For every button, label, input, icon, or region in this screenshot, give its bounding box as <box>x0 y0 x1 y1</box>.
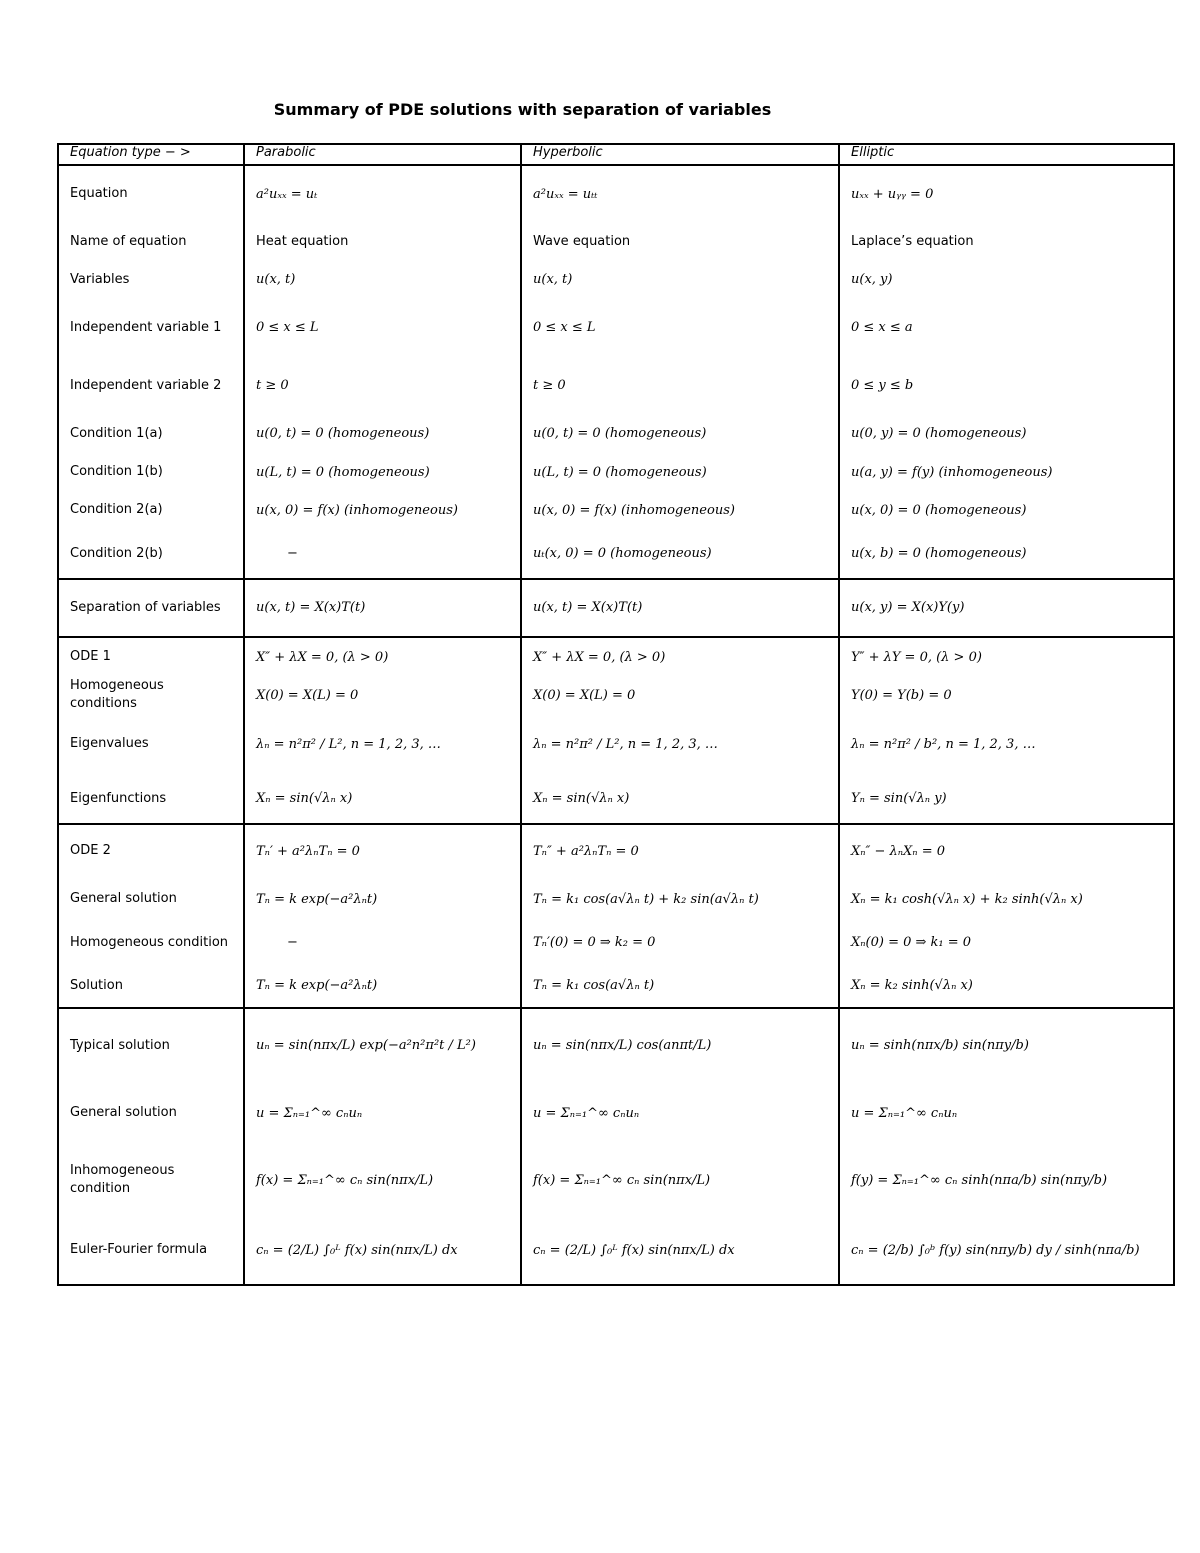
elliptic-cell: u(0, y) = 0 (homogeneous) <box>839 415 1174 453</box>
elliptic-cell: Y″ + λY = 0, (λ > 0) <box>839 637 1174 676</box>
elliptic-cell: uₙ = sinh(nπx/b) sin(nπy/b) <box>839 1008 1174 1082</box>
row-label: Condition 1(b) <box>58 453 244 491</box>
row-label: Eigenvalues <box>58 714 244 774</box>
row-label: Separation of variables <box>58 579 244 637</box>
row-label: ODE 2 <box>58 824 244 878</box>
hyperbolic-cell: λₙ = n²π² / L², n = 1, 2, 3, … <box>521 714 839 774</box>
header-hyperbolic: Hyperbolic <box>521 144 839 165</box>
table-row <box>58 529 1174 579</box>
hyperbolic-cell: t ≥ 0 <box>521 357 839 415</box>
table-row <box>58 299 1174 357</box>
hyperbolic-cell: X″ + λX = 0, (λ > 0) <box>521 637 839 676</box>
elliptic-cell: 0 ≤ x ≤ a <box>839 299 1174 357</box>
elliptic-cell: u(x, y) = X(x)Y(y) <box>839 579 1174 637</box>
parabolic-cell: X(0) = X(L) = 0 <box>244 676 521 714</box>
elliptic-cell: Xₙ = k₁ cosh(√λₙ x) + k₂ sinh(√λₙ x) <box>839 878 1174 921</box>
row-label: Condition 1(a) <box>58 415 244 453</box>
header-row <box>58 144 1174 165</box>
row-label: Homogeneous conditions <box>58 676 244 714</box>
elliptic-cell: f(y) = Σₙ₌₁^∞ cₙ sinh(nπa/b) sin(nπy/b) <box>839 1144 1174 1216</box>
elliptic-cell: u(x, b) = 0 (homogeneous) <box>839 529 1174 579</box>
row-label: Name of equation <box>58 223 244 261</box>
elliptic-cell: Yₙ = sin(√λₙ y) <box>839 774 1174 824</box>
parabolic-cell: u(x, t) <box>244 261 521 299</box>
elliptic-cell: 0 ≤ y ≤ b <box>839 357 1174 415</box>
row-label: Euler-Fourier formula <box>58 1217 244 1285</box>
hyperbolic-cell: X(0) = X(L) = 0 <box>521 676 839 714</box>
parabolic-cell: Tₙ′ + a²λₙTₙ = 0 <box>244 824 521 878</box>
hyperbolic-cell: u(0, t) = 0 (homogeneous) <box>521 415 839 453</box>
table-row <box>58 415 1174 453</box>
table-row <box>58 714 1174 774</box>
row-label: Inhomogeneous condition <box>58 1144 244 1216</box>
hyperbolic-cell: Tₙ = k₁ cos(a√λₙ t) <box>521 965 839 1008</box>
table-row <box>58 1082 1174 1144</box>
table-row <box>58 774 1174 824</box>
elliptic-cell: Xₙ = k₂ sinh(√λₙ x) <box>839 965 1174 1008</box>
row-label: General solution <box>58 878 244 921</box>
parabolic-cell: Heat equation <box>244 223 521 261</box>
elliptic-cell: Xₙ″ − λₙXₙ = 0 <box>839 824 1174 878</box>
elliptic-cell: λₙ = n²π² / b², n = 1, 2, 3, … <box>839 714 1174 774</box>
table-row <box>58 637 1174 676</box>
parabolic-cell: u(0, t) = 0 (homogeneous) <box>244 415 521 453</box>
hyperbolic-cell: 0 ≤ x ≤ L <box>521 299 839 357</box>
parabolic-cell: u(x, 0) = f(x) (inhomogeneous) <box>244 491 521 529</box>
hyperbolic-cell: f(x) = Σₙ₌₁^∞ cₙ sin(nπx/L) <box>521 1144 839 1216</box>
table-row <box>58 676 1174 714</box>
table-row <box>58 1008 1174 1082</box>
table-row <box>58 1217 1174 1285</box>
table-row <box>58 491 1174 529</box>
parabolic-cell: Tₙ = k exp(−a²λₙt) <box>244 878 521 921</box>
parabolic-cell: u = Σₙ₌₁^∞ cₙuₙ <box>244 1082 521 1144</box>
row-label: Eigenfunctions <box>58 774 244 824</box>
elliptic-cell: u(x, y) <box>839 261 1174 299</box>
table-row <box>58 261 1174 299</box>
elliptic-cell: u = Σₙ₌₁^∞ cₙuₙ <box>839 1082 1174 1144</box>
hyperbolic-cell: uₜ(x, 0) = 0 (homogeneous) <box>521 529 839 579</box>
parabolic-cell: Xₙ = sin(√λₙ x) <box>244 774 521 824</box>
parabolic-cell: t ≥ 0 <box>244 357 521 415</box>
row-label: Condition 2(b) <box>58 529 244 579</box>
parabolic-cell: X″ + λX = 0, (λ > 0) <box>244 637 521 676</box>
header-elliptic: Elliptic <box>839 144 1174 165</box>
table-row <box>58 357 1174 415</box>
hyperbolic-cell: a²uₓₓ = uₜₜ <box>521 165 839 223</box>
hyperbolic-cell: u(L, t) = 0 (homogeneous) <box>521 453 839 491</box>
row-label: Typical solution <box>58 1008 244 1082</box>
table-row <box>58 824 1174 878</box>
parabolic-cell: a²uₓₓ = uₜ <box>244 165 521 223</box>
table-row <box>58 223 1174 261</box>
parabolic-cell: − <box>244 921 521 964</box>
table-row <box>58 965 1174 1008</box>
hyperbolic-cell: Wave equation <box>521 223 839 261</box>
row-label: Variables <box>58 261 244 299</box>
elliptic-cell: Y(0) = Y(b) = 0 <box>839 676 1174 714</box>
parabolic-cell: Tₙ = k exp(−a²λₙt) <box>244 965 521 1008</box>
parabolic-cell: u(x, t) = X(x)T(t) <box>244 579 521 637</box>
hyperbolic-cell: Tₙ = k₁ cos(a√λₙ t) + k₂ sin(a√λₙ t) <box>521 878 839 921</box>
elliptic-cell: Laplace’s equation <box>839 223 1174 261</box>
table-row <box>58 878 1174 921</box>
pde-summary-table <box>57 143 1175 1286</box>
table-row <box>58 453 1174 491</box>
table-row <box>58 921 1174 964</box>
hyperbolic-cell: u = Σₙ₌₁^∞ cₙuₙ <box>521 1082 839 1144</box>
hyperbolic-cell: Tₙ′(0) = 0 ⇒ k₂ = 0 <box>521 921 839 964</box>
parabolic-cell: f(x) = Σₙ₌₁^∞ cₙ sin(nπx/L) <box>244 1144 521 1216</box>
row-label: General solution <box>58 1082 244 1144</box>
table-row <box>58 165 1174 223</box>
elliptic-cell: cₙ = (2/b) ∫₀ᵇ f(y) sin(nπy/b) dy / sinh(nπa/b) <box>839 1217 1174 1285</box>
row-label: Equation <box>58 165 244 223</box>
elliptic-cell: u(a, y) = f(y) (inhomogeneous) <box>839 453 1174 491</box>
parabolic-cell: uₙ = sin(nπx/L) exp(−a²n²π²t / L²) <box>244 1008 521 1082</box>
hyperbolic-cell: Tₙ″ + a²λₙTₙ = 0 <box>521 824 839 878</box>
table-row <box>58 579 1174 637</box>
row-label: ODE 1 <box>58 637 244 676</box>
hyperbolic-cell: u(x, t) = X(x)T(t) <box>521 579 839 637</box>
parabolic-cell: − <box>244 529 521 579</box>
elliptic-cell: u(x, 0) = 0 (homogeneous) <box>839 491 1174 529</box>
parabolic-cell: 0 ≤ x ≤ L <box>244 299 521 357</box>
header-equation-type: Equation type − > <box>58 144 244 165</box>
row-label: Solution <box>58 965 244 1008</box>
header-parabolic: Parabolic <box>244 144 521 165</box>
row-label: Independent variable 1 <box>58 299 244 357</box>
hyperbolic-cell: Xₙ = sin(√λₙ x) <box>521 774 839 824</box>
elliptic-cell: uₓₓ + uᵧᵧ = 0 <box>839 165 1174 223</box>
hyperbolic-cell: u(x, t) <box>521 261 839 299</box>
row-label: Homogeneous condition <box>58 921 244 964</box>
page-title: Summary of PDE solutions with separation of variables <box>273 100 772 119</box>
hyperbolic-cell: u(x, 0) = f(x) (inhomogeneous) <box>521 491 839 529</box>
hyperbolic-cell: cₙ = (2/L) ∫₀ᴸ f(x) sin(nπx/L) dx <box>521 1217 839 1285</box>
elliptic-cell: Xₙ(0) = 0 ⇒ k₁ = 0 <box>839 921 1174 964</box>
row-label: Independent variable 2 <box>58 357 244 415</box>
parabolic-cell: cₙ = (2/L) ∫₀ᴸ f(x) sin(nπx/L) dx <box>244 1217 521 1285</box>
parabolic-cell: u(L, t) = 0 (homogeneous) <box>244 453 521 491</box>
row-label: Condition 2(a) <box>58 491 244 529</box>
hyperbolic-cell: uₙ = sin(nπx/L) cos(anπt/L) <box>521 1008 839 1082</box>
table-row <box>58 1144 1174 1216</box>
parabolic-cell: λₙ = n²π² / L², n = 1, 2, 3, … <box>244 714 521 774</box>
